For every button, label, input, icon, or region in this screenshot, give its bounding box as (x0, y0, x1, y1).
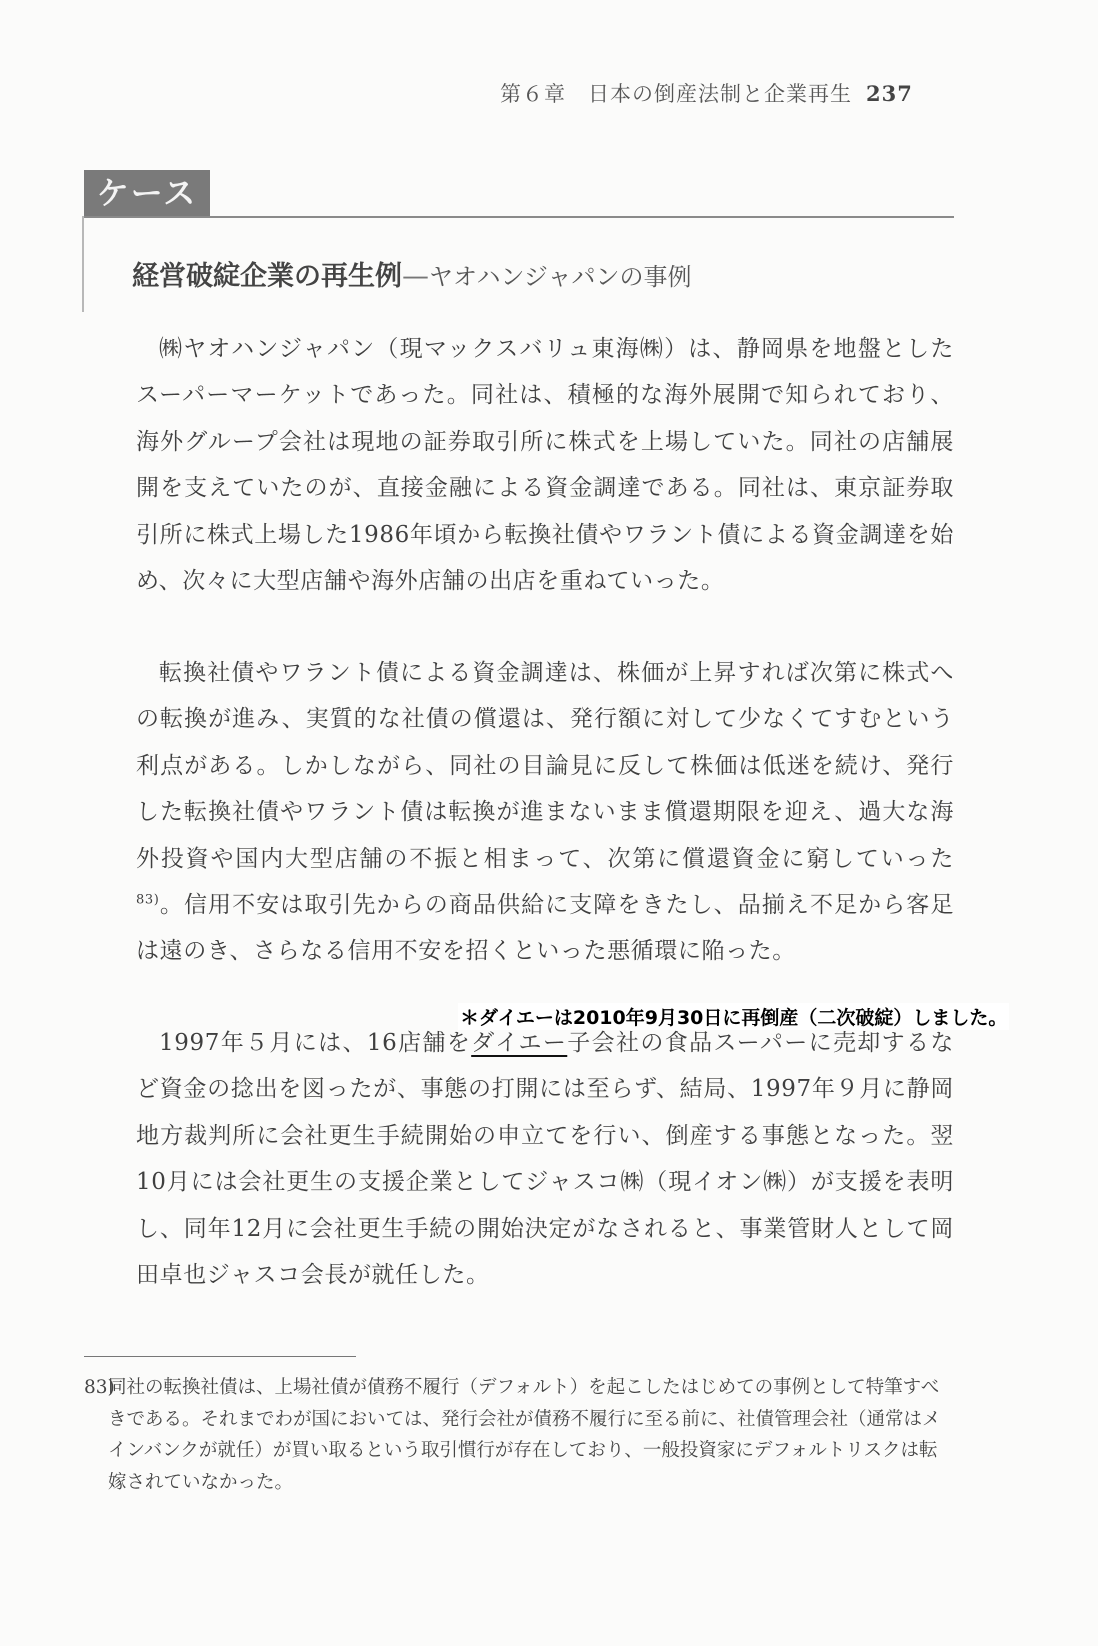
paragraph-1-text: ㈱ヤオハンジャパン（現マックスバリュ東海㈱）は、静岡県を地盤としたスーパーマーケットであった。同社は、積極的な海外展開で知られており、海外グループ会社は現地の証券取引所に株式を上場していた。同社の店舗展開を支えていたのが、直接金融による資金調達である。同社は、東京証券取引所に株式上場した1986年頃から転換社債やワラント債による資金調達を始め、次々に大型店舗や海外店舗の出店を重ねていった。 (136, 336, 954, 595)
page-number: 237 (866, 81, 913, 106)
paragraph-3-part-b: 子会社の食品スーパーに売却するなど資金の捻出を図ったが、事態の打開には至らず、結局、1997年９月に静岡地方裁判所に会社更生手続開始の申立てを行い、倒産する事態となった。翌10月には会社更生の支援企業としてジャスコ㈱（現イオン㈱）が支援を表明し、同年12月に会社更生手続の開始決定がなされると、事業管財人として岡田卓也ジャスコ会長が就任した。 (136, 1030, 954, 1289)
case-divider (84, 216, 954, 218)
case-side-rule (82, 216, 84, 312)
handwritten-annotation: ＊ダイエーは2010年9月30日に再倒産（二次破綻）しました。 (458, 1003, 1009, 1030)
case-title-sub: ヤオハンジャパンの事例 (429, 263, 692, 291)
footnote-ref-83[interactable]: 83) (136, 892, 160, 908)
case-label: ケース (84, 170, 210, 216)
paragraph-2-part-b: 。信用不安は取引先からの商品供給に支障をきたし、品揃え不足から客足は遠のき、さらなる信用不安を招くといった悪循環に陥った。 (136, 892, 954, 965)
chapter-title: 日本の倒産法制と企業再生 (588, 82, 852, 106)
paragraph-2-text (136, 650, 954, 975)
paragraph-3-part-a: 1997年５月には、16店舗を (159, 1030, 472, 1056)
footnote-text: 同社の転換社債は、上場社債が債務不履行（デフォルト）を起こしたはじめての事例として特筆すべきである。それまでわが国においては、発行会社が債務不履行に至る前に、社債管理会社（通常はメインバンクが就任）が買い取るという取引慣行が存在しており、一般投資家にデフォルトリスクは転嫁されていなかった。 (108, 1377, 941, 1493)
case-title-main: 経営破綻企業の再生例 (132, 261, 402, 292)
running-header (500, 78, 952, 108)
paragraph-2-part-a: 転換社債やワラント債による資金調達は、株価が上昇すれば次第に株式への転換が進み、実質的な社債の償還は、発行額に対して少なくてすむという利点がある。しかしながら、同社の目論見に反して株価は低迷を続け、発行した転換社債やワラント債は転換が進まないまま償還期限を迎え、過大な海外投資や国内大型店舗の不振と相まって、次第に償還資金に窮していった (136, 660, 954, 872)
paragraph-3 (136, 1020, 954, 1298)
case-title (132, 254, 952, 293)
paragraph-2 (136, 650, 954, 975)
paragraph-3-text (136, 1020, 954, 1298)
footnote-divider (84, 1356, 356, 1357)
paragraph-1 (136, 326, 954, 604)
case-title-separator: — (402, 261, 429, 292)
underlined-daiei: ダイエー (471, 1030, 568, 1056)
footnote-number: 83) (84, 1377, 115, 1398)
chapter-number: 第６章 (500, 82, 566, 106)
footnote-83 (84, 1372, 954, 1498)
